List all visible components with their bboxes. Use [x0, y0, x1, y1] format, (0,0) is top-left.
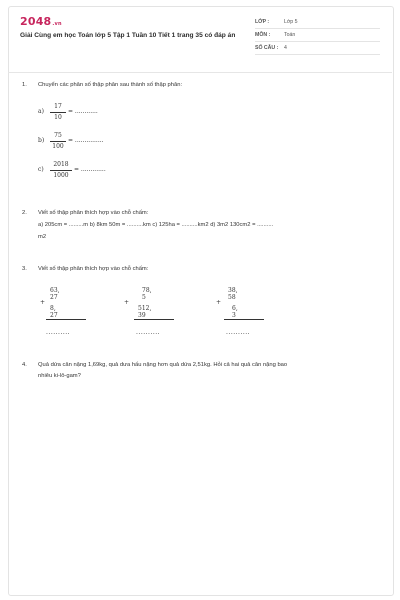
numerator: 2018	[53, 161, 69, 168]
meta-row-class	[255, 16, 380, 29]
meta-key: LỚP :	[255, 19, 270, 25]
item-label: b)	[38, 137, 45, 144]
plus-sign: +	[216, 299, 222, 306]
question-text: Viết số thập phân thích hợp vào chỗ chấm:	[38, 266, 149, 272]
question-text: Viết số thập phân thích hợp vào chỗ chấm:	[38, 210, 149, 216]
meta-key: MÔN :	[255, 32, 271, 38]
result-blank: ..........	[136, 329, 161, 336]
fraction	[50, 132, 66, 151]
addend-bottom: 8, 27	[50, 305, 58, 319]
result-blank: ..........	[226, 329, 251, 336]
denominator: 1000	[53, 172, 69, 179]
brand-name: 2048	[20, 15, 52, 28]
question-number: 2.	[22, 210, 27, 216]
meta-value: Toán	[284, 32, 296, 38]
conversion-line-1: a) 205cm = .........m b) 8km 50m = ..........km c) 125ha = ..........km2 d) 3m2 130cm2 = ..........	[38, 222, 274, 228]
fraction-bar	[50, 141, 66, 142]
worksheet-page	[8, 6, 394, 596]
plus-sign: +	[40, 299, 46, 306]
fraction-bar	[50, 170, 72, 171]
sum-line	[46, 319, 86, 320]
brand-logo[interactable]	[20, 15, 62, 28]
answer-blank: = ...............	[68, 137, 104, 144]
fraction-bar	[50, 112, 66, 113]
addend-bottom: 6, 3	[232, 305, 238, 319]
item-label: c)	[38, 166, 44, 173]
conversion-line-2: m2	[38, 234, 47, 240]
meta-row-question-count	[255, 42, 380, 55]
meta-row-subject	[255, 29, 380, 42]
question-number: 3.	[22, 266, 27, 272]
addend-top: 38, 58	[228, 287, 238, 301]
result-blank: ..........	[46, 329, 71, 336]
answer-blank: = ............	[68, 108, 98, 115]
question-text-line-1: Quả dứa cân nặng 1,69kg, quả dưa hấu nặng hơn quả dứa 2,51kg. Hỏi cả hai quả cân nặng bao	[38, 362, 288, 368]
question-number: 1.	[22, 82, 27, 88]
numerator: 17	[54, 103, 62, 110]
document-title: Giải Cùng em học Toán lớp 5 Tập 1 Tuần 10 Tiết 1 trang 35 có đáp án	[20, 32, 236, 39]
fraction	[50, 161, 72, 180]
item-label: a)	[38, 108, 44, 115]
meta-value: 4	[284, 45, 287, 51]
meta-key: SỐ CÂU :	[255, 45, 279, 51]
header-divider	[8, 72, 392, 73]
answer-blank: = .............	[74, 166, 106, 173]
denominator: 10	[54, 114, 62, 121]
sum-line	[224, 319, 264, 320]
addend-top: 63, 27	[50, 287, 60, 301]
denominator: 100	[52, 143, 64, 150]
plus-sign: +	[124, 299, 130, 306]
question-text: Chuyển các phân số thập phân sau thành số thập phân:	[38, 82, 183, 88]
fraction	[50, 103, 66, 122]
numerator: 75	[54, 132, 62, 139]
sum-line	[134, 319, 174, 320]
addend-top: 78, 5	[142, 287, 152, 301]
question-number: 4.	[22, 362, 27, 368]
question-text-line-2: nhiêu ki-lô-gam?	[38, 373, 81, 379]
meta-value: Lớp 5	[284, 19, 298, 25]
brand-suffix: .vn	[52, 21, 62, 27]
addend-bottom: 512, 39	[138, 305, 152, 319]
